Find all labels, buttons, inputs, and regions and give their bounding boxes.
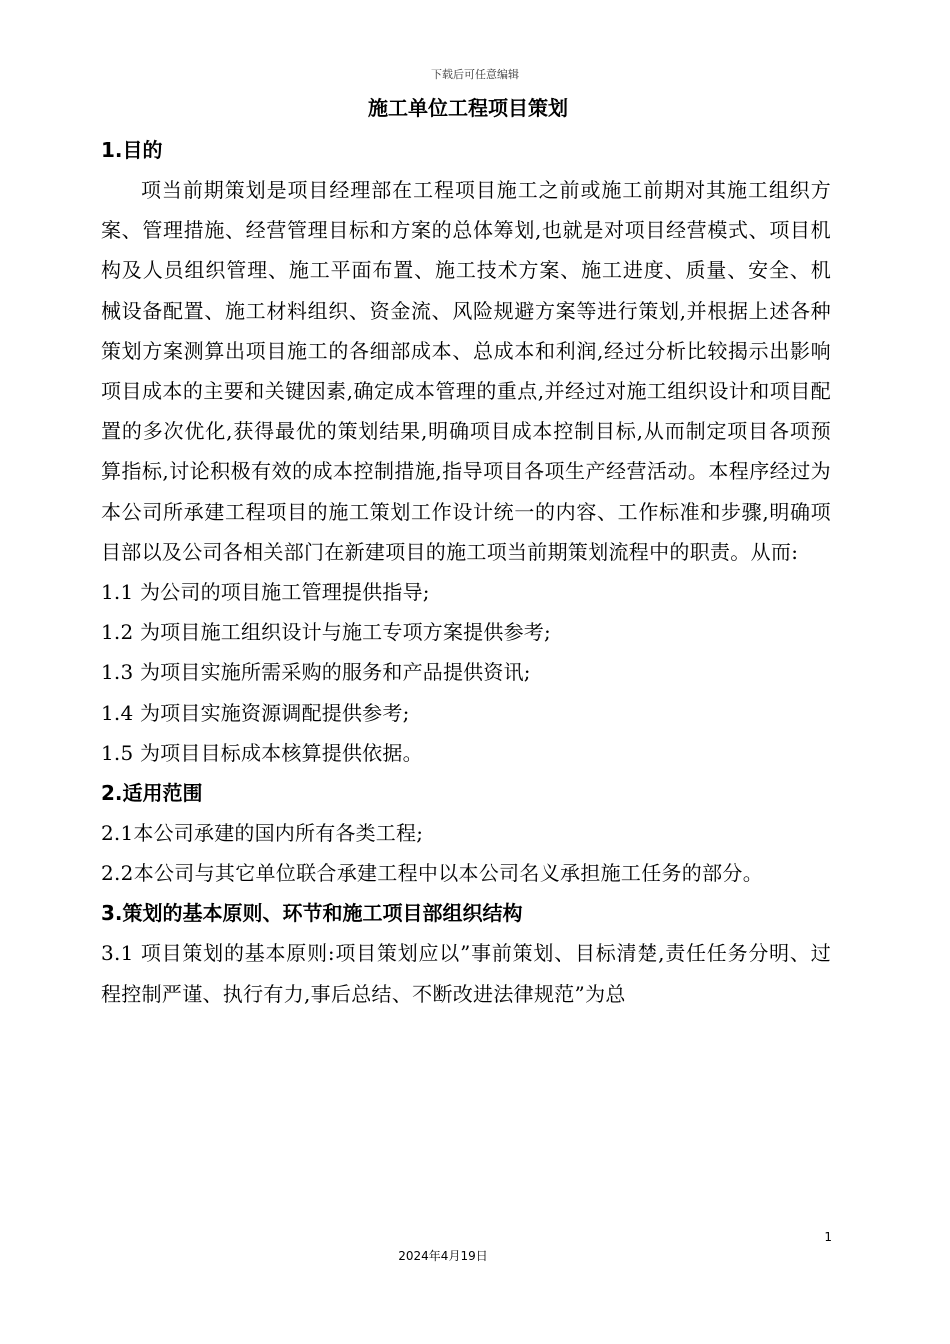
list-item: 1.4 为项目实施资源调配提供参考; bbox=[101, 700, 410, 725]
list-item: 1.1 为公司的项目施工管理提供指导; bbox=[101, 580, 430, 605]
list-item: 3.1 项目策划的基本原则:项目策划应以”事前策划、目标清楚,责任任务分明、过程控制严谨、执行有力,事后总结、不断改进法律规范”为总 bbox=[101, 941, 831, 1006]
list-item: 1.2 为项目施工组织设计与施工专项方案提供参考; bbox=[101, 620, 551, 645]
section-paragraph-purpose: 项当前期策划是项目经理部在工程项目施工之前或施工前期对其施工组织方案、管理措施、经营管理目标和方案的总体筹划,也就是对项目经营模式、项目机构及人员组织管理、施工平面布置、施工技术方案、施工进度、质量、安全、机械设备配置、施工材料组织、资金流、风险规避方案等进行策划,并根据上述各种策划方案测算出项目施工的各细部成本、总成本和利润,经过分析比较揭示出影响项目成本的主要和关键因素,确定成本管理的重点,并经过对施工组织设计和项目配置的多次优化,获得最优的策划结果,明确项目成本控制目标,从而制定项目各项预算指标,讨论积极有效的成本控制措施,指导项目各项生产经营活动。本程序经过为本公司所承建工程项目的施工策划工作设计统一的内容、工作标准和步骤,明确项目部以及公司各相关部门在新建项目的施工项当前期策划流程中的职责。从而: bbox=[101, 178, 831, 564]
list-item: 2.2本公司与其它单位联合承建工程中以本公司名义承担施工任务的部分。 bbox=[101, 861, 764, 886]
footer-date: 2024年4月19日 bbox=[398, 1249, 488, 1263]
list-item: 1.3 为项目实施所需采购的服务和产品提供资讯; bbox=[101, 660, 531, 685]
document-body bbox=[101, 130, 831, 1014]
section-heading-purpose: 1.目的 bbox=[101, 138, 163, 162]
header-note: 下载后可任意编辑 bbox=[431, 68, 519, 81]
list-item: 2.1本公司承建的国内所有各类工程; bbox=[101, 821, 424, 846]
list-item: 1.5 为项目目标成本核算提供依据。 bbox=[101, 740, 423, 765]
page-number: 1 bbox=[824, 1230, 832, 1244]
section-heading-principles: 3.策划的基本原则、环节和施工项目部组织结构 bbox=[101, 901, 523, 926]
document-title: 施工单位工程项目策划 bbox=[368, 96, 568, 120]
section-heading-scope: 2.适用范围 bbox=[101, 781, 203, 806]
